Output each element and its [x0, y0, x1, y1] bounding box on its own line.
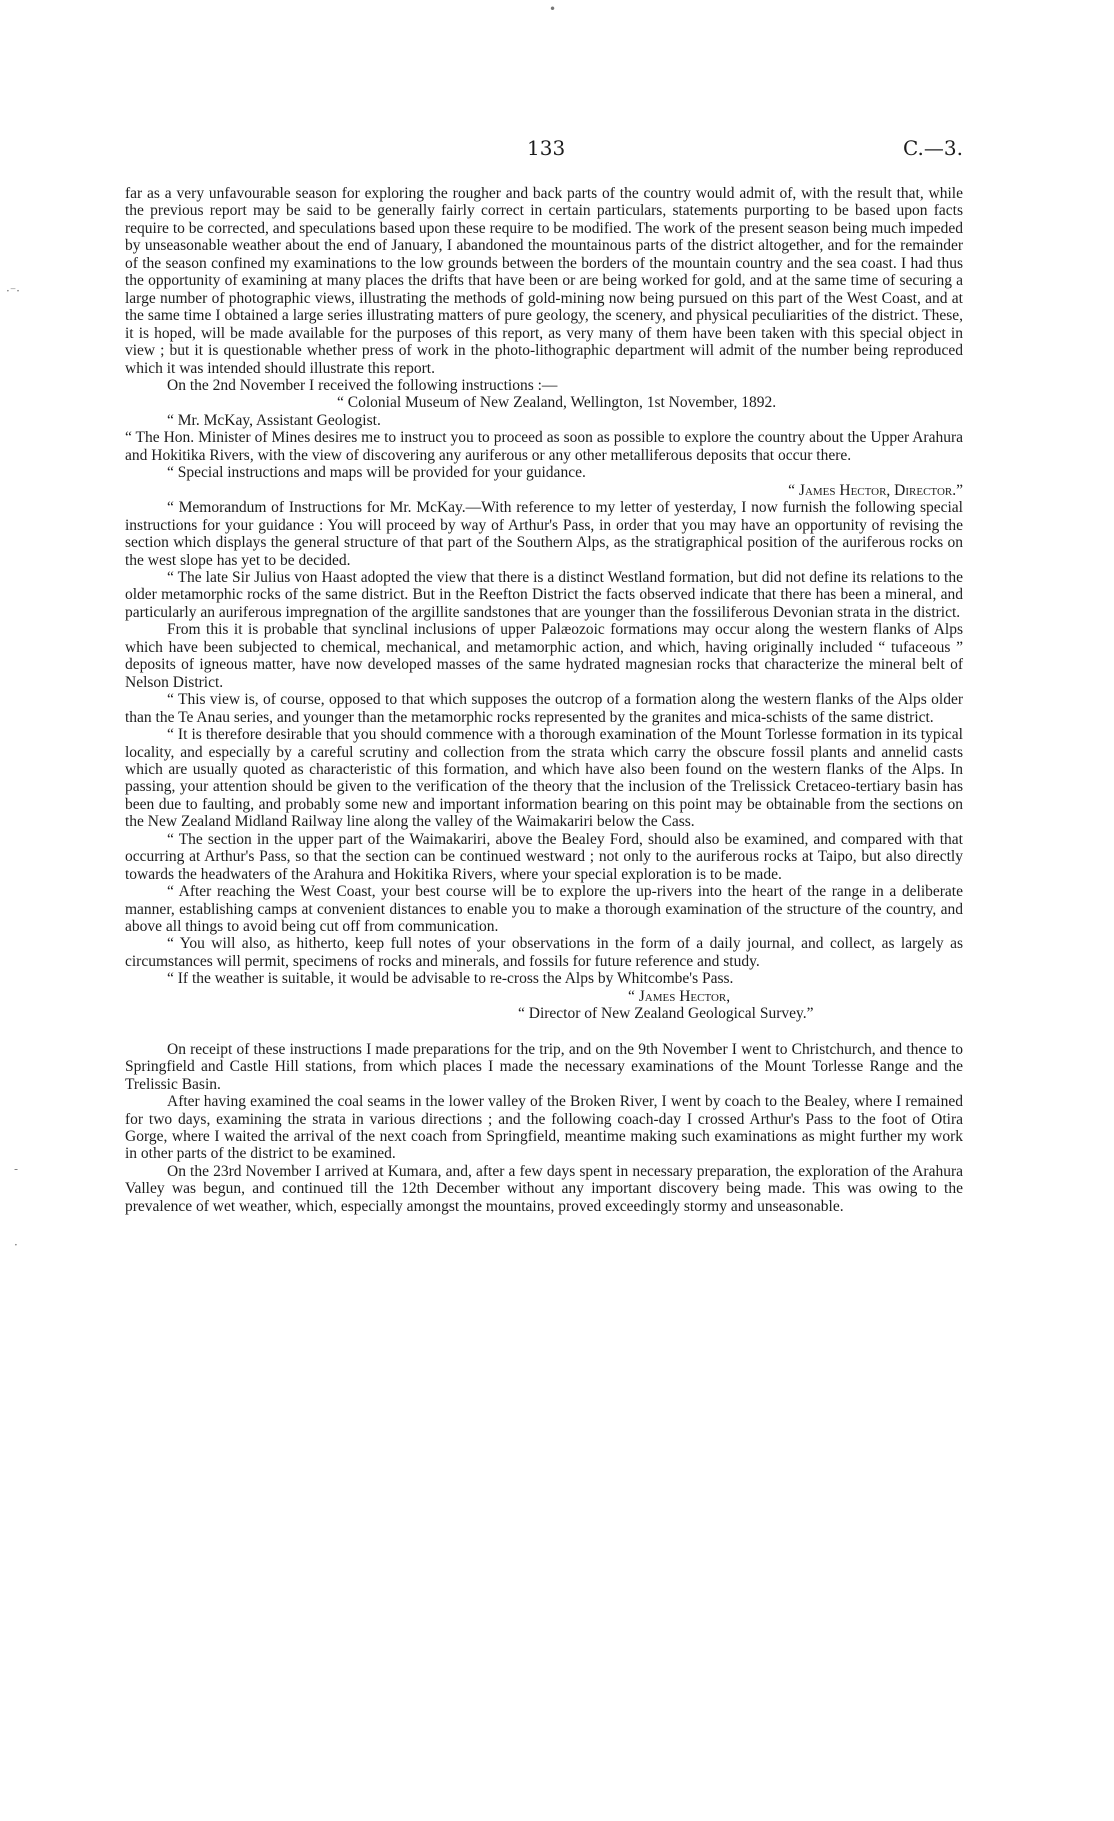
memorandum-paragraph: “ Memorandum of Instructions for Mr. McKay.—With reference to my letter of yesterday, I now furnish the following special instructions for your guidance : You will proceed by way of Arthur's Pass, in order that you may have an opportunity of revising the section which displays the general structure of that part of the Southern Alps, as the stratigraphical position of the auriferous rocks on the west slope has yet to be decided. [125, 499, 963, 569]
report-body [125, 185, 963, 1215]
margin-tick: · [14, 1238, 18, 1252]
paragraph: “ Special instructions and maps will be provided for your guidance. [167, 464, 586, 482]
paragraph: “ This view is, of course, opposed to that which supposes the outcrop of a formation along the western flanks of the Alps older than the Te Anau series, and younger than the metamorphic rocks represented by the granites and mica-schists of the same district. [125, 691, 963, 726]
paragraph: On the 23rd November I arrived at Kumara, and, after a few days spent in necessary preparation, the exploration of the Arahura Valley was begun, and continued till the 12th December without any important discovery being made. This was owing to the prevalence of wet weather, which, especially amongst the mountains, proved exceedingly stormy and unseasonable. [125, 1162, 963, 1215]
paragraph: From this it is probable that synclinal inclusions of upper Palæozoic formations may occur along the western flanks of Alps which have been subjected to chemical, mechanical, and metamorphic action, and which, having originally included “ tufaceous ” deposits of igneous matter, have now developed masses of the same hydrated magnesian rocks that characterize the mineral belt of Nelson District. [125, 621, 963, 691]
memorandum-signature-name: “ James Hector, [628, 987, 731, 1005]
paragraph: far as a very unfavourable season for exploring the rougher and back parts of the country would admit of, with the result that, while the previous report may be said to be generally fairly correct in certain particulars, statements purporting to be based upon facts require to be corrected, and speculations based upon these require to be modified. The work of the present season being much impeded by unseasonable weather about the end of January, I abandoned the mountainous parts of the district altogether, and for the remainder of the season confined my examinations to the low grounds between the borders of the mountain country and the sea coast. I had thus the opportunity of examining at many places the drifts that have been or are being worked for gold, and at the same time of securing a large number of photographic views, illustrating the methods of gold-mining now being pursued on this part of the West Coast, and at the same time I obtained a large series illustrating matters of pure geology, the scenery, and physical peculiarities of the district. These, it is hoped, will be made available for the purposes of this report, as very many of them have been taken with this special object in view ; but it is questionable whether press of work in the photo-lithographic department will admit of the number being reproduced which it was intended should illustrate this report. [125, 185, 963, 377]
paragraph: “ If the weather is suitable, it would be advisable to re-cross the Alps by Whitcombe's Pass. [167, 970, 734, 988]
margin-tick: - [14, 1162, 19, 1176]
paragraph: “ The late Sir Julius von Haast adopted the view that there is a distinct Westland formation, but did not define its relations to the older metamorphic rocks of the same district. But in the Reefton District the facts observed indicate that there has been a mineral, and particularly an auriferous impregnation of the argillite sandstones that are younger than the fossiliferous Devonian strata in the district. [125, 568, 963, 621]
margin-dot: • [549, 2, 557, 16]
paragraph: “ The section in the upper part of the Waimakariri, above the Bealey Ford, should also be examined, and compared with that occurring at Arthur's Pass, so that the section can be continued westward ; not only to the auriferous rocks at Taipo, but also directly towards the headwaters of the Arahura and Hokitika Rivers, where your special exploration is to be made. [125, 830, 963, 883]
paragraph: “ The Hon. Minister of Mines desires me to instruct you to proceed as soon as possible to explore the country about the Upper Arahura and Hokitika Rivers, with the view of discovering any auriferous or any other metalliferous deposits that occur there. [125, 429, 963, 464]
letter-heading: “ Colonial Museum of New Zealand, Wellington, 1st November, 1892. [337, 394, 777, 412]
letter-addressee: “ Mr. McKay, Assistant Geologist. [167, 411, 381, 429]
paragraph: On receipt of these instructions I made preparations for the trip, and on the 9th November I went to Christchurch, and thence to Springfield and Castle Hill stations, from which places I made the necessary examinations of the Mount Torlesse Range and the Trelissic Basin. [125, 1040, 963, 1093]
memorandum-signature-title: “ Director of New Zealand Geological Survey.” [518, 1005, 814, 1023]
document-code: C.—3. [902, 136, 963, 160]
paragraph: On the 2nd November I received the following instructions :— [167, 376, 558, 394]
paragraph: “ It is therefore desirable that you should commence with a thorough examination of the Mount Torlesse formation in its typical locality, and especially by a careful scrutiny and collection from the strata which carry the obscure fossil plants and annelid casts which are usually quoted as characteristic of this formation, and which have also been found on the western flanks of the Alps. In passing, your attention should be given to the verification of the theory that the inclusion of the Trelissick Cretaceo-tertiary basin has been due to faulting, and probably some new and important information bearing on this point may be obtainable from the sections on the New Zealand Midland Railway line along the valley of the Waimakariri below the Cass. [125, 726, 963, 831]
paragraph: “ After reaching the West Coast, your best course will be to explore the up-rivers into the heart of the range in a deliberate manner, establishing camps at convenient distances to enable you to make a thorough examination of the structure of the country, and above all things to avoid being cut off from communication. [125, 883, 963, 936]
paragraph: “ You will also, as hitherto, keep full notes of your observations in the form of a daily journal, and collect, as largely as circumstances will permit, specimens of rocks and minerals, and fossils for future reference and study. [125, 935, 963, 970]
page-header [0, 136, 1114, 166]
letter-signature: “ James Hector, Director.” [788, 481, 963, 499]
margin-mark: ·⁻· [6, 284, 20, 298]
page-number: 133 [527, 136, 566, 160]
paragraph-gap [125, 1023, 963, 1041]
paragraph: After having examined the coal seams in the lower valley of the Broken River, I went by coach to the Bealey, where I remained for two days, examining the strata in various directions ; and the following coach-day I crossed Arthur's Pass to the foot of Otira Gorge, where I waited the arrival of the next coach from Springfield, meantime making such examinations as might further my work in other parts of the district to be examined. [125, 1093, 963, 1163]
